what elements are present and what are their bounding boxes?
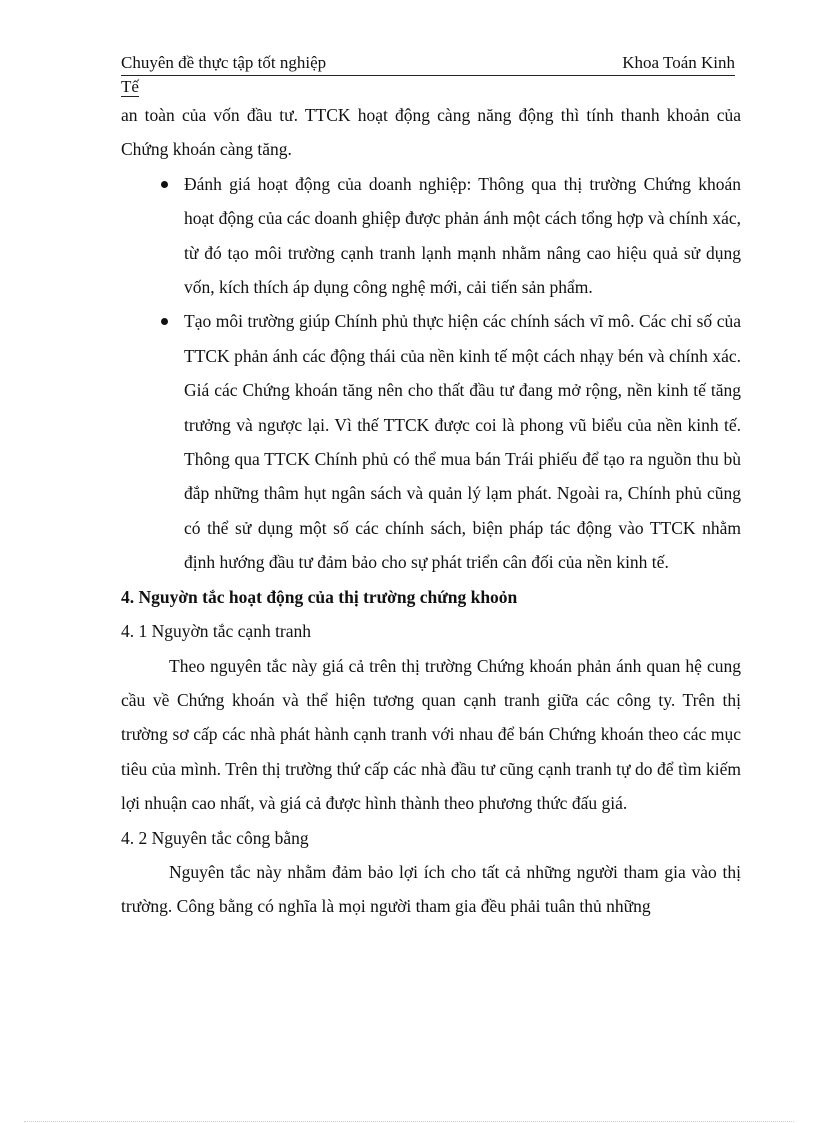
bullet-text: Tạo môi trường giúp Chính phủ thực hiện các chính sách vĩ mô. Các chỉ số của TTCK phản ánh các động thái của nền kinh tế một cách nhạy bén và chính xác. Giá các Chứng khoán tăng nên cho thất đầu tư đang mở rộng, nền kinh tế tăng trưởng và ngược lại. Vì thế TTCK được coi là phong vũ biểu của nền kinh tế. Thông qua TTCK Chính phủ có thể mua bán Trái phiếu để tạo ra nguồn thu bù đắp những thâm hụt ngân sách và quản lý lạm phát. Ngoài ra, Chính phủ cũng có thể sử dụng một số các chính sách, biện pháp tác động vào TTCK nhằm định hướng đầu tư đảm bảo cho sự phát triển cân đối của nền kinh tế. [184,311,741,573]
header-line [121,52,735,76]
header-right-title-wrap: Tế [121,77,139,96]
body-paragraph: Theo nguyên tắc này giá cả trên thị trường Chứng khoán phản ánh quan hệ cung cầu về Chứng khoán và thể hiện tương quan cạnh tranh giữa các công ty. Trên thị trường sơ cấp các nhà phát hành cạnh tranh với nhau để bán Chứng khoán theo các mục tiêu của mình. Trên thị trường thứ cấp các nhà đầu tư cũng cạnh tranh tự do để tìm kiếm lợi nhuận cao nhất, và giá cả được hình thành theo phương thức đấu giá. [121,655,741,814]
bullet-icon [161,181,168,188]
document-body [121,98,741,924]
bullet-text: Đánh giá hoạt động của doanh nghiệp: Thông qua thị trường Chứng khoán hoạt động của các doanh ghiệp được phản ánh một cách tổng hợp và chính xác, từ đó tạo môi trường cạnh tranh lạnh mạnh nhằm nâng cao hiệu quả sử dụng vốn, kích thích áp dụng công nghệ mới, cải tiến sản phẩm. [184,173,741,298]
intro-paragraph: an toàn của vốn đầu tư. TTCK hoạt động càng năng động thì tính thanh khoản của Chứng khoán càng tăng. [121,105,741,160]
page-header [121,52,735,98]
body-paragraph: Nguyên tắc này nhằm đảm bảo lợi ích cho tất cả những người tham gia vào thị trường. Công bằng có nghĩa là mọi người tham gia đều phải tuân thủ những [121,861,741,917]
list-item [121,167,741,305]
section-heading: 4. Nguyờn tắc hoạt động của thị trường chứng khoỏn [121,586,518,607]
list-item [121,304,741,579]
subsection-heading: 4. 1 Nguyờn tắc cạnh tranh [121,621,312,642]
bullet-icon [161,318,168,325]
subsection-heading: 4. 2 Nguyên tắc công bằng [121,827,309,848]
page-bottom-rule [24,1121,794,1122]
header-right-title: Khoa Toán Kinh [622,53,735,72]
bullet-list [121,167,741,580]
header-left-title: Chuyên đề thực tập tốt nghiệp [121,53,327,72]
